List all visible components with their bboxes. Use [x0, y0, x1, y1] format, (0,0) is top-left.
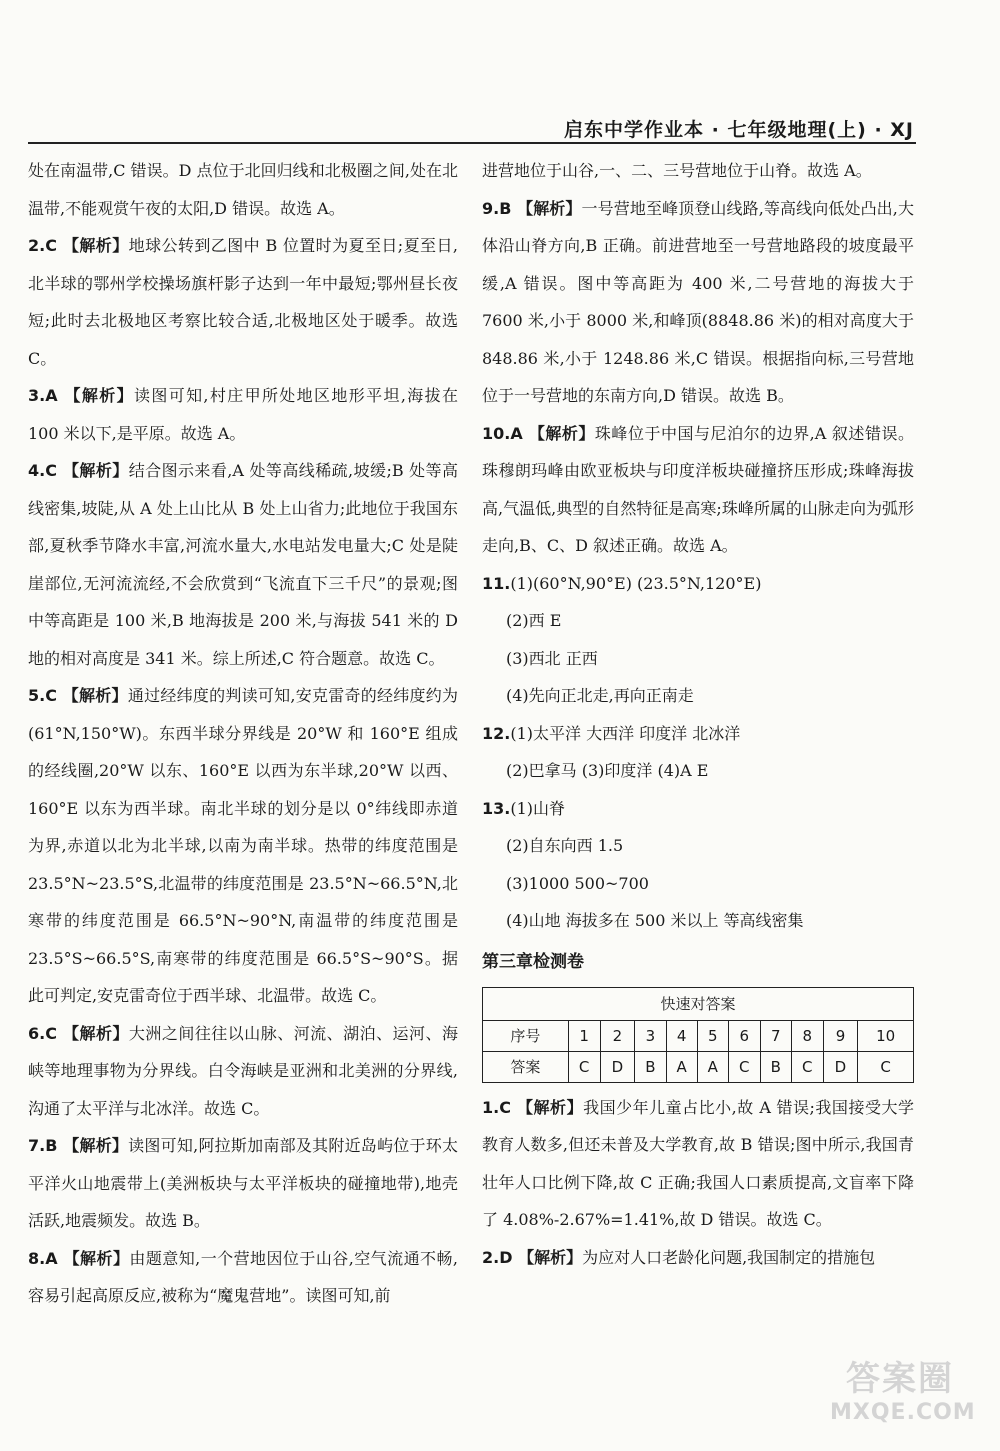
answer-text: 处在南温带,C 错误。D 点位于北回归线和北极圈之间,处在北温带,不能观赏午夜的太阳,D 错误。故选 A。 — [28, 161, 458, 218]
answer-continuation: 进营地位于山谷,一、二、三号营地位于山脊。故选 A。 — [482, 161, 872, 180]
section-title: 第三章检测卷 — [482, 951, 584, 972]
answer-item: 13.(1)山脊 (2)自东向西 1.5 (3)1000 500~700 (4)山地 海拔多在 500 米以上 等高线密集 — [482, 798, 804, 930]
answer-item: 6.C 【解析】大洲之间往往以山脉、河流、湖泊、运河、海峡等地理事物为分界线。白令海峡是亚洲和北美洲的分界线,沟通了太平洋与北冰洋。故选 C。 — [28, 1023, 458, 1118]
right-column — [482, 152, 914, 1276]
answer-item: 11.(1)(60°N,90°E) (23.5°N,120°E) (2)西 E (3)西北 正西 (4)先向正北走,再向正南走 — [482, 573, 762, 705]
page-header: 启东中学作业本 · 七年级地理(上) · XJ — [564, 119, 914, 141]
answer-item: 2.C 【解析】地球公转到乙图中 B 位置时为夏至日;夏至日,北半球的鄂州学校操场旗杆影子达到一年中最短;鄂州昼长夜短;此时去北极地区考察比较合适,北极地区处于暖季。故选 C。 — [28, 236, 458, 368]
answer-item: 10.A 【解析】珠峰位于中国与尼泊尔的边界,A 叙述错误。珠穆朗玛峰由欧亚板块与印度洋板块碰撞挤压形成;珠峰海拔高,气温低,典型的自然特征是高寒;珠峰所属的山脉走向为弧形走向,B、C、D 叙述正确。故选 A。 — [482, 423, 914, 555]
answer-table — [482, 987, 914, 1083]
answer-item: 2.D 【解析】为应对人口老龄化问题,我国制定的措施包 — [482, 1247, 876, 1267]
header-divider — [28, 142, 916, 144]
answer-item: 1.C 【解析】我国少年儿童占比小,故 A 错误;我国接受大学教育人数多,但还未普及大学教育,故 B 错误;图中所示,我国青壮年人口比例下降,故 C 正确;我国人口素质提高,文盲率下降了 4.08%-2.67%=1.41%,故 D 错误。故选 C。 — [482, 1097, 914, 1229]
row-label: 序号 — [483, 1020, 569, 1051]
answer-item: 3.A 【解析】读图可知,村庄甲所处地区地形平坦,海拔在 100 米以下,是平原。故选 A。 — [28, 386, 458, 443]
answer-continuation — [28, 152, 458, 227]
table-caption: 快速对答案 — [483, 987, 914, 1020]
row-label: 答案 — [483, 1051, 569, 1082]
answer-item: 4.C 【解析】结合图示来看,A 处等高线稀疏,坡缓;B 处等高线密集,坡陡,从 A 处上山比从 B 处上山省力;此地位于我国东部,夏秋季节降水丰富,河流水量大,水电站发电量大;C 处是陡崖部位,无河流流经,不会欣赏到“飞流直下三千尺”的景观;图中等高距是 100 米,B 地海拔是 200 米,与海拔 541 米的 D 地的相对高度是 341 米。综上所述,C 符合题意。故选 C。 — [28, 461, 458, 668]
answer-item: 7.B 【解析】读图可知,阿拉斯加南部及其附近岛屿位于环太平洋火山地震带上(美洲板块与太平洋板块的碰撞地带),地壳活跃,地震频发。故选 B。 — [28, 1136, 458, 1230]
table-row: 答案 C D B A A C B C D C — [483, 1051, 914, 1082]
answer-item: 9.B 【解析】一号营地至峰顶登山线路,等高线向低处凸出,大体沿山脊方向,B 正确。前进营地至一号营地路段的坡度最平缓,A 错误。图中等高距为 400 米,二号营地的海拔大于 7600 米,小于 8000 米,和峰顶(8848.86 米)的相对高度大于 848.86 米,小于 1248.86 米,C 错误。根据指向标,三号营地位于一号营地的东南方向,D 错误。故选 B。 — [482, 198, 914, 405]
table-row: 序号 1 2 3 4 5 6 7 8 9 10 — [483, 1020, 914, 1051]
watermark-logo: 答案圈 MXQE.COM — [830, 1359, 976, 1425]
left-column — [28, 152, 458, 1315]
answer-item: 12.(1)太平洋 大西洋 印度洋 北冰洋 (2)巴拿马 (3)印度洋 (4)A E — [482, 723, 741, 780]
answer-item: 8.A 【解析】由题意知,一个营地因位于山谷,空气流通不畅,容易引起高原反应,被称为“魔鬼营地”。读图可知,前 — [28, 1248, 458, 1305]
answer-item: 5.C 【解析】通过经纬度的判读可知,安克雷奇的经纬度约为(61°N,150°W)。东西半球分界线是 20°W 和 160°E 组成的经线圈,20°W 以东、160°E 以西为东半球,20°W 以西、160°E 以东为西半球。南北半球的划分是以 0°纬线即赤道为界,赤道以北为北半球,以南为南半球。热带的纬度范围是 23.5°N~23.5°S,北温带的纬度范围是 23.5°N~66.5°N,北寒带的纬度范围是 66.5°N~90°N,南温带的纬度范围是 23.5°S~66.5°S,南寒带的纬度范围是 66.5°S~90°S。据此可判定,安克雷奇位于西半球、北温带。故选 C。 — [28, 686, 458, 1005]
